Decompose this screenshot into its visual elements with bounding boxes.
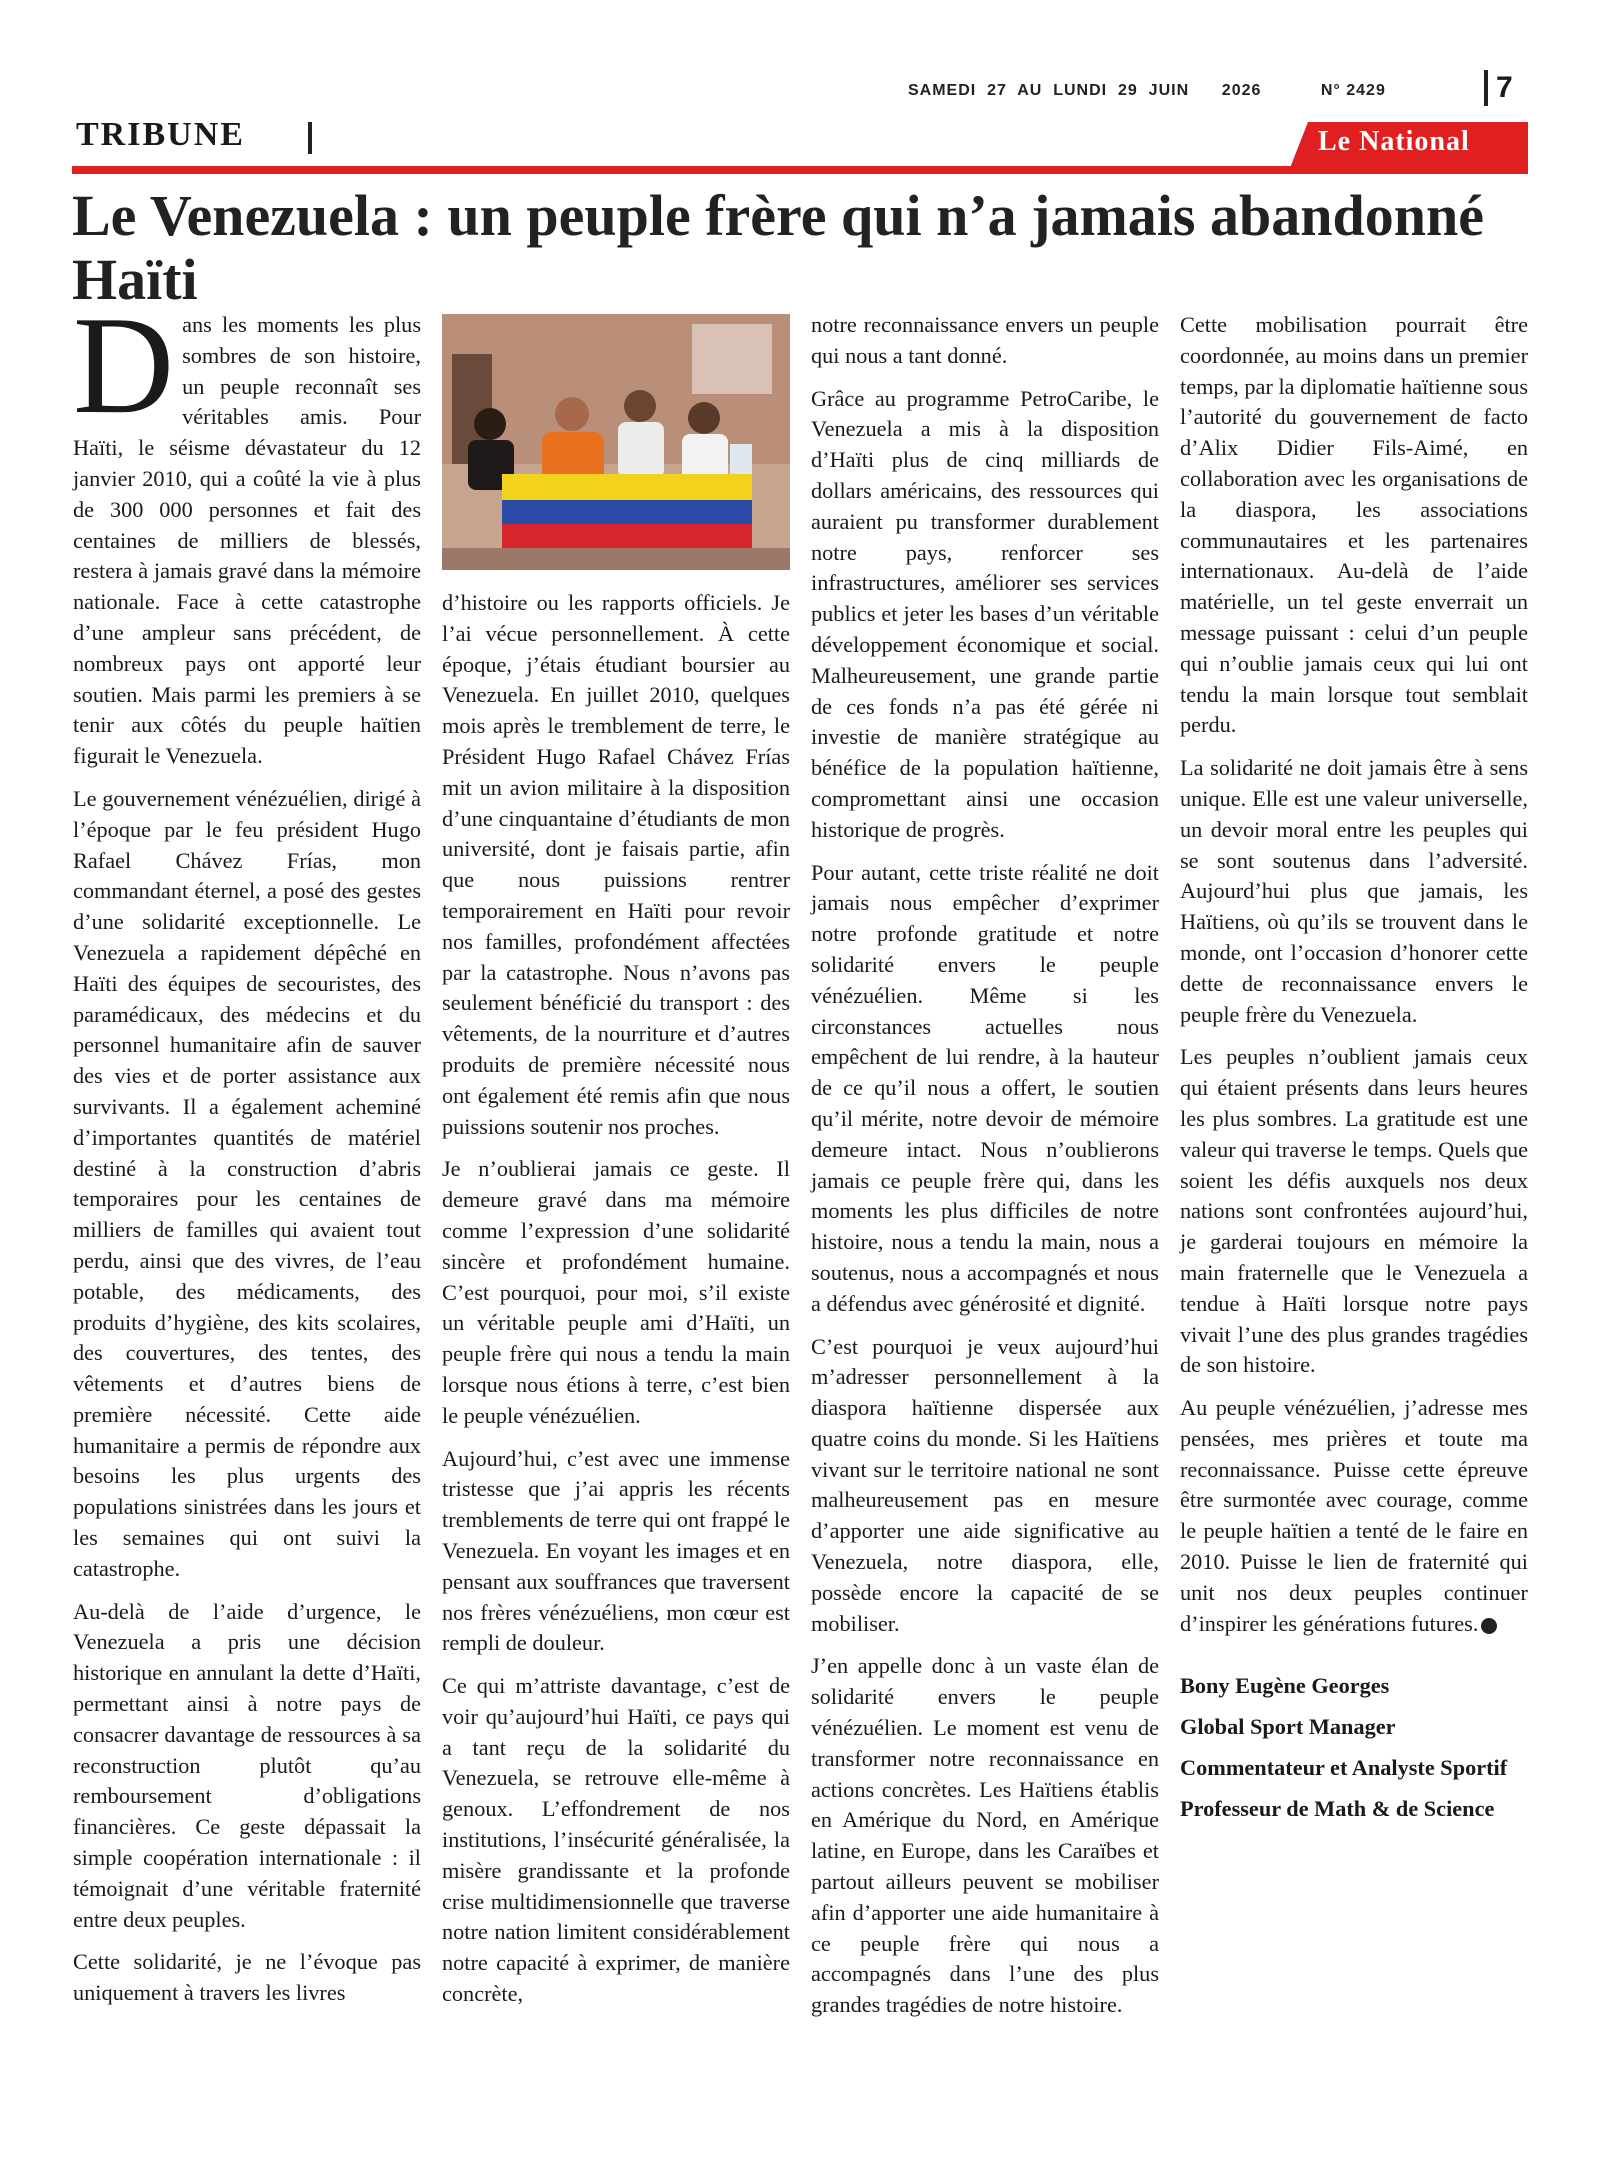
- newspaper-name: Le National: [1318, 126, 1470, 157]
- paragraph: Cette solidarité, je ne l’évoque pas uniquement à travers les livres: [73, 1949, 421, 2006]
- article-photo: [442, 314, 790, 570]
- author-title: Professeur de Math & de Science: [1180, 1795, 1495, 1821]
- paragraph: Au-delà de l’aide d’urgence, le Venezuela a pris une décision historique en annulant la dette d’Haïti, permettant ainsi à notre pays de consacrer davantage de ressources à sa reconstruction plutôt qu’au remboursement d’obligations financières. Ce geste dépassait la simple coopération internationale : il témoignait d’une véritable fraternité entre deux peuples.: [73, 1598, 421, 1932]
- article-column-4: [1180, 310, 1528, 1835]
- paragraph: C’est pourquoi je veux aujourd’hui m’adresser personnellement à la diaspora haïtienne dispersée aux quatre coins du monde. Si les Haïtiens vivant sur le territoire national ne sont malheureusement pas en mesure d’apporter une aide significative au Venezuela, notre diaspora, elle, possède encore la capacité de se mobiliser.: [811, 1333, 1159, 1636]
- header-rule: [72, 166, 1528, 174]
- author-title: Commentateur et Analyste Sportif: [1180, 1755, 1508, 1781]
- article-column-1: [73, 288, 421, 2021]
- paragraph: Les peuples n’oublient jamais ceux qui étaient présents dans leurs heures les plus sombres. La gratitude est une valeur qui traverse le temps. Quels que soient les défis auxquels nos deux nations sont confrontées aujourd’hui, je garderai toujours en mémoire la main fraternelle que le Venezuela a tendue à Haïti lorsque notre pays vivait l’une des plus grandes tragédies de son histoire.: [1180, 1044, 1528, 1378]
- section-divider: [308, 122, 312, 154]
- section-label: TRIBUNE: [76, 116, 245, 153]
- issue-number: N° 2429: [1320, 82, 1386, 99]
- paragraph: Le gouvernement vénézuélien, dirigé à l’époque par le feu président Hugo Rafael Chávez Frías, mon commandant éternel, a posé des gestes d’une solidarité exceptionnelle. Le Venezuela a rapidement dépêché en Haïti des équipes de secouristes, des paramédicaux, des médecins et du personnel humanitaire afin de sauver des vies et de porter assistance aux survivants. Il a également acheminé d’importantes quantités de matériel destiné à la construction d’abris temporaires pour les centaines de milliers de familles qui avaient tout perdu, ainsi que des vivres, de l’eau potable, des médicaments, des produits d’hygiène, des kits scolaires, des couvertures, des tentes, des vêtements et d’autres biens de première nécessité. Cette aide humanitaire a permis de répondre aux besoins les plus urgents des populations sinistrées dans les jours et les semaines qui ont suivi la catastrophe.: [73, 785, 421, 1581]
- article-column-2: [442, 310, 790, 2022]
- paragraph: Dans les moments les plus sombres de son histoire, un peuple reconnaît ses véritables amis. Pour Haïti, le séisme dévastateur du 12 janvier 2010, qui a coûté la vie à plus de 300 000 personnes et fait des centaines de milliers de blessés, restera à jamais gravé dans la mémoire nationale. Face à cette catastrophe d’une ampleur sans précédent, de nombreux pays ont apporté leur soutien. Mais parmi les premiers à se tenir aux côtés du peuple haïtien figurait le Venezuela.: [73, 288, 421, 769]
- paragraph: d’histoire ou les rapports officiels. Je l’ai vécue personnellement. À cette époque, j’étais étudiant boursier au Venezuela. En juillet 2010, quelques mois après le tremblement de terre, le Président Hugo Rafael Chávez Frías mit un avion militaire à la disposition d’une cinquantaine d’étudiants de mon université, dont je faisais partie, afin que nous puissions rentrer temporairement en Haïti pour revoir nos familles, profondément affectées par la catastrophe. Nous n’avons pas seulement bénéficié du transport : des vêtements, de la nourriture et d’autres produits de première nécessité nous ont également été remis afin que nous puissions soutenir nos proches.: [442, 590, 790, 1139]
- paragraph: Aujourd’hui, c’est avec une immense tristesse que j’ai appris les récents tremblements de terre qui ont frappé le Venezuela. En voyant les images et en pensant aux souffrances que traversent nos frères vénézuéliens, mon cœur est rempli de douleur.: [442, 1445, 790, 1656]
- paragraph: J’en appelle donc à un vaste élan de solidarité envers le peuple vénézuélien. Le moment est venu de transformer notre reconnaissance en actions concrètes. Les Haïtiens établis en Amérique du Nord, en Amérique latine, en Europe, dans les Caraïbes et partout ailleurs peuvent se mobiliser afin d’apporter une aide humanitaire à ce peuple frère qui nous a accompagnés dans l’une des plus grandes tragédies de notre histoire.: [811, 1653, 1159, 2018]
- author-name: Bony Eugène Georges: [1180, 1673, 1390, 1699]
- paragraph: Au peuple vénézuélien, j’adresse mes pensées, mes prières et toute ma reconnaissance. Puisse cette épreuve être surmontée avec courage, comme le peuple haïtien a tenté de le faire en 2010. Puisse le lien de fraternité qui unit nos deux peuples continuer d’inspirer les générations futures.: [1180, 1395, 1528, 1636]
- paragraph: Ce qui m’attriste davantage, c’est de voir qu’aujourd’hui Haïti, ce pays qui a tant reçu de la solidarité du Venezuela, se retrouve elle-même à genoux. L’effondrement de nos institutions, l’insécurité généralisée, la misère grandissante et la profonde crise multidimensionnelle que traverse notre nation limitent considérablement notre capacité à exprimer, de manière concrète,: [442, 1673, 790, 2007]
- author-title: Global Sport Manager: [1180, 1714, 1396, 1740]
- author-signature: [1180, 1671, 1528, 1824]
- paragraph: Je n’oublierai jamais ce geste. Il demeure gravé dans ma mémoire comme l’expression d’une solidarité sincère et profondément humaine. C’est pourquoi, pour moi, s’il existe un véritable peuple ami d’Haïti, un peuple frère qui nous a tendu la main lorsque nous étions à terre, c’est bien le peuple vénézuélien.: [442, 1156, 790, 1428]
- article-column-3: [811, 310, 1159, 2033]
- dateline: [908, 82, 1386, 100]
- paragraph: notre reconnaissance envers un peuple qui nous a tant donné.: [811, 312, 1159, 368]
- paragraph: La solidarité ne doit jamais être à sens unique. Elle est une valeur universelle, un devoir moral entre les peuples qui se sont soutenus dans l’adversité. Aujourd’hui plus que jamais, les Haïtiens, où qu’ils se trouvent dans le monde, ont l’occasion d’honorer cette dette de reconnaissance envers le peuple frère du Venezuela.: [1180, 755, 1528, 1027]
- page-number: 7: [1484, 70, 1513, 106]
- end-mark-icon: [1481, 1618, 1497, 1634]
- paragraph: Pour autant, cette triste réalité ne doit jamais nous empêcher d’exprimer notre profonde gratitude et notre solidarité envers le peuple vénézuélien. Même si les circonstances actuelles nous empêchent de lui rendre, à la hauteur de ce qu’il nous a offert, le soutien qu’il mérite, notre devoir de mémoire demeure intact. Nous n’oublierons jamais ce peuple frère qui, dans les moments les plus difficiles de notre histoire, nous a tendu la main, nous a soutenus, nous a accompagnés et nous a défendus avec générosité et dignité.: [811, 859, 1159, 1316]
- article-headline: Le Venezuela : un peuple frère qui n’a jamais abandonné Haïti: [72, 183, 1485, 312]
- paragraph: Cette mobilisation pourrait être coordonnée, au moins dans un premier temps, par la diplomatie haïtienne sous l’autorité du gouvernement de facto d’Alix Didier Fils-Aimé, en collaboration avec les organisations de la diaspora, les associations communautaires et les partenaires internationaux. Au-delà de l’aide matérielle, un tel geste enverrait un message puissant : celui d’un peuple qui n’oublie jamais ceux qui lui ont tendu la main lorsque tout semblait perdu.: [1180, 312, 1528, 738]
- paragraph: Grâce au programme PetroCaribe, le Venezuela a mis à la disposition d’Haïti plus de cinq milliards de dollars américains, des ressources qui auraient pu transformer durablement notre pays, renforcer ses infrastructures, améliorer ses services publics et jeter les bases d’un véritable développement économique et social. Malheureusement, une grande partie de ces fonds n’a pas été gérée ni investie de manière stratégique au bénéfice de la population haïtienne, compromettant ainsi une occasion historique de progrès.: [811, 385, 1159, 842]
- drop-cap: D: [73, 288, 175, 443]
- date-text: SAMEDI 27 AU LUNDI 29 JUIN 2026: [908, 82, 1262, 99]
